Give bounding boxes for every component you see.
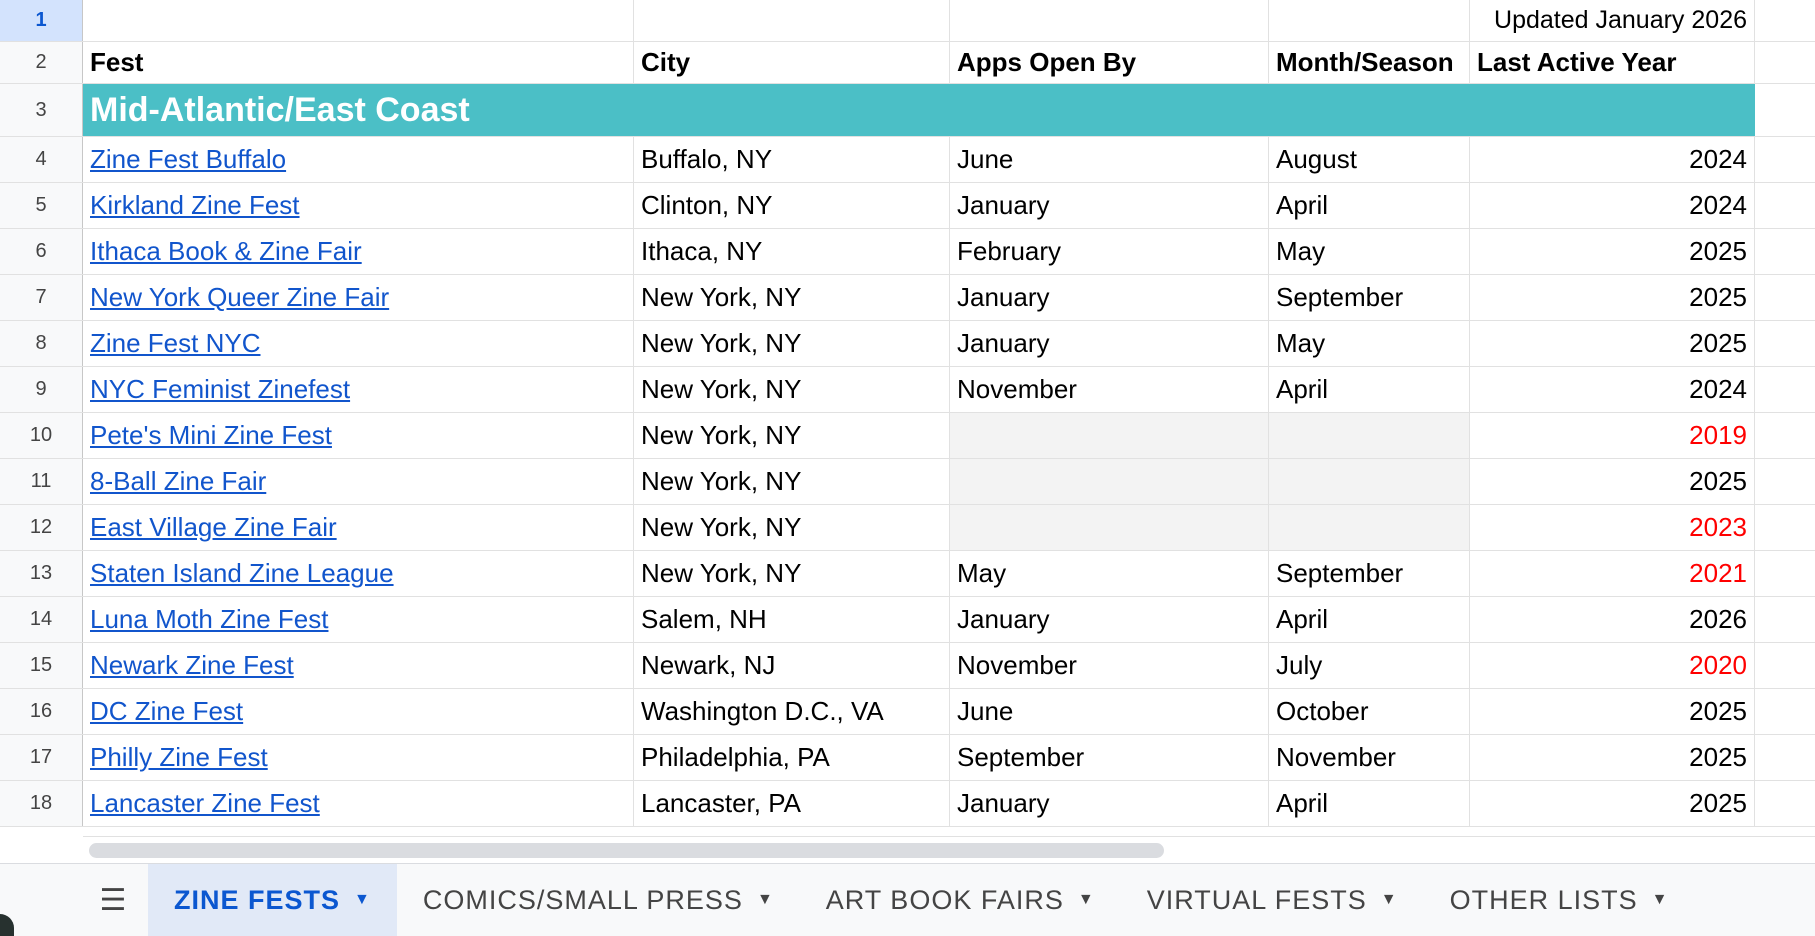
cell[interactable]	[1755, 459, 1815, 504]
table-row	[0, 413, 1815, 459]
apps-open-cell[interactable]: January	[950, 781, 1269, 826]
apps-open-cell[interactable]: May	[950, 551, 1269, 596]
sheet-tab[interactable]	[1121, 864, 1424, 936]
sheet-tab[interactable]	[1424, 864, 1695, 936]
cell[interactable]	[1755, 0, 1815, 41]
last-active-year-cell[interactable]: 2025	[1470, 689, 1755, 734]
last-active-year-cell[interactable]: 2025	[1470, 229, 1755, 274]
city-cell[interactable]: New York, NY	[634, 459, 950, 504]
fest-cell[interactable]	[83, 275, 634, 320]
sheet-tab-label: OTHER LISTS	[1449, 884, 1638, 915]
row-number[interactable]: 7	[0, 275, 83, 320]
fest-link[interactable]: Kirkland Zine Fest	[90, 190, 300, 220]
table-row	[0, 229, 1815, 275]
fest-cell[interactable]	[83, 413, 634, 458]
row-number[interactable]: 18	[0, 781, 83, 826]
month-cell[interactable]	[1269, 413, 1470, 458]
cell[interactable]	[1755, 597, 1815, 642]
row-number[interactable]: 11	[0, 459, 83, 504]
data-rows	[0, 137, 1815, 827]
fest-cell[interactable]	[83, 367, 634, 412]
cell[interactable]	[1755, 275, 1815, 320]
dropdown-caret-icon[interactable]: ▼	[1077, 891, 1095, 908]
apps-open-cell[interactable]: November	[950, 367, 1269, 412]
apps-open-cell[interactable]	[950, 459, 1269, 504]
cell[interactable]	[1755, 367, 1815, 412]
header-row	[0, 42, 1815, 84]
city-cell[interactable]: Salem, NH	[634, 597, 950, 642]
row-number[interactable]: 5	[0, 183, 83, 228]
row-number[interactable]: 15	[0, 643, 83, 688]
sheet-tab-label: ZINE FESTS	[174, 884, 341, 915]
fest-link[interactable]: Zine Fest NYC	[90, 328, 261, 358]
cell[interactable]	[1755, 781, 1815, 826]
cell[interactable]	[1755, 643, 1815, 688]
cell[interactable]	[1755, 551, 1815, 596]
scrollbar-thumb[interactable]	[89, 843, 1164, 858]
fest-cell[interactable]	[83, 689, 634, 734]
section-row	[0, 84, 1815, 137]
last-active-year-cell[interactable]: 2023	[1470, 505, 1755, 550]
row-number[interactable]: 4	[0, 137, 83, 182]
city-cell[interactable]: Ithaca, NY	[634, 229, 950, 274]
fest-link[interactable]: Ithaca Book & Zine Fair	[90, 236, 362, 266]
fest-cell[interactable]	[83, 321, 634, 366]
fest-link[interactable]: Zine Fest Buffalo	[90, 144, 287, 174]
fest-cell[interactable]	[83, 137, 634, 182]
city-cell[interactable]: New York, NY	[634, 551, 950, 596]
last-active-year-cell[interactable]: 2020	[1470, 643, 1755, 688]
window-corner	[0, 914, 14, 936]
city-cell[interactable]: New York, NY	[634, 505, 950, 550]
cell[interactable]	[1755, 321, 1815, 366]
cell[interactable]	[1755, 137, 1815, 182]
row-number[interactable]: 9	[0, 367, 83, 412]
table-row	[0, 321, 1815, 367]
dropdown-caret-icon[interactable]: ▼	[1380, 891, 1398, 908]
fest-cell[interactable]	[83, 597, 634, 642]
dropdown-caret-icon[interactable]: ▼	[756, 891, 774, 908]
cell[interactable]	[1755, 689, 1815, 734]
fest-link[interactable]: DC Zine Fest	[90, 696, 244, 726]
sheet-row	[0, 0, 1815, 42]
city-cell[interactable]: Buffalo, NY	[634, 137, 950, 182]
month-cell[interactable]: April	[1269, 781, 1470, 826]
month-cell[interactable]: May	[1269, 321, 1470, 366]
apps-open-cell[interactable]: February	[950, 229, 1269, 274]
apps-open-cell[interactable]: January	[950, 597, 1269, 642]
month-cell[interactable]: October	[1269, 689, 1470, 734]
cell[interactable]	[1755, 84, 1815, 136]
last-active-year-cell[interactable]: 2026	[1470, 597, 1755, 642]
fest-link[interactable]: Pete's Mini Zine Fest	[90, 420, 332, 450]
sheet-tab[interactable]	[800, 864, 1121, 936]
cell[interactable]	[1755, 183, 1815, 228]
fest-link[interactable]: NYC Feminist Zinefest	[90, 374, 351, 404]
month-cell[interactable]: May	[1269, 229, 1470, 274]
cell[interactable]	[1269, 0, 1470, 41]
fest-link[interactable]: Newark Zine Fest	[90, 650, 294, 680]
table-row	[0, 505, 1815, 551]
header-fest[interactable]: Fest	[83, 42, 634, 83]
fest-cell[interactable]	[83, 229, 634, 274]
cell[interactable]	[1755, 42, 1815, 83]
city-cell[interactable]: New York, NY	[634, 275, 950, 320]
last-active-year-cell[interactable]: 2025	[1470, 735, 1755, 780]
last-active-year-cell[interactable]: 2025	[1470, 275, 1755, 320]
fest-link[interactable]: Staten Island Zine League	[90, 558, 394, 588]
fest-cell[interactable]	[83, 459, 634, 504]
apps-open-cell[interactable]: November	[950, 643, 1269, 688]
apps-open-cell[interactable]: June	[950, 689, 1269, 734]
header-city[interactable]: City	[634, 42, 950, 83]
month-cell[interactable]: April	[1269, 597, 1470, 642]
cell[interactable]	[1269, 84, 1470, 136]
table-row	[0, 137, 1815, 183]
apps-open-cell[interactable]	[950, 505, 1269, 550]
fest-link[interactable]: Lancaster Zine Fest	[90, 788, 320, 818]
city-cell[interactable]: Newark, NJ	[634, 643, 950, 688]
row-number[interactable]: 10	[0, 413, 83, 458]
row-number[interactable]: 12	[0, 505, 83, 550]
fest-cell[interactable]	[83, 643, 634, 688]
cell[interactable]	[634, 0, 950, 41]
sheet-tab[interactable]	[397, 864, 800, 936]
cell[interactable]	[1755, 735, 1815, 780]
cell[interactable]	[1755, 505, 1815, 550]
table-row	[0, 367, 1815, 413]
fest-cell[interactable]	[83, 735, 634, 780]
month-cell[interactable]: April	[1269, 367, 1470, 412]
fest-link[interactable]: New York Queer Zine Fair	[90, 282, 390, 312]
last-active-year-cell[interactable]: 2024	[1470, 367, 1755, 412]
table-row	[0, 275, 1815, 321]
last-active-year-cell[interactable]: 2025	[1470, 321, 1755, 366]
table-row	[0, 551, 1815, 597]
city-cell[interactable]: Clinton, NY	[634, 183, 950, 228]
row-number[interactable]: 8	[0, 321, 83, 366]
table-row	[0, 643, 1815, 689]
header-apps-open-by[interactable]: Apps Open By	[950, 42, 1269, 83]
sheet-tabs	[148, 864, 1694, 936]
fest-cell[interactable]	[83, 551, 634, 596]
last-active-year-cell[interactable]: 2021	[1470, 551, 1755, 596]
city-cell[interactable]: New York, NY	[634, 367, 950, 412]
table-row	[0, 459, 1815, 505]
table-row	[0, 183, 1815, 229]
fest-link[interactable]: 8-Ball Zine Fair	[90, 466, 267, 496]
cell[interactable]	[1755, 229, 1815, 274]
dropdown-caret-icon[interactable]: ▼	[354, 891, 371, 908]
last-active-year-cell[interactable]: 2025	[1470, 459, 1755, 504]
cell[interactable]	[950, 0, 1269, 41]
fest-link[interactable]: Philly Zine Fest	[90, 742, 268, 772]
row-number[interactable]: 14	[0, 597, 83, 642]
header-last-active-year[interactable]: Last Active Year	[1470, 42, 1755, 83]
table-row	[0, 781, 1815, 827]
apps-open-cell[interactable]: June	[950, 137, 1269, 182]
sheet-tab[interactable]	[148, 864, 397, 936]
month-cell[interactable]: November	[1269, 735, 1470, 780]
row-number[interactable]: 1	[0, 0, 83, 41]
dropdown-caret-icon[interactable]: ▼	[1651, 891, 1669, 908]
city-cell[interactable]: Lancaster, PA	[634, 781, 950, 826]
hamburger-menu-icon[interactable]: ☰	[99, 883, 127, 917]
sheet-tab-label: COMICS/SMALL PRESS	[422, 884, 743, 915]
sheet-tab-bar	[0, 863, 1815, 936]
cell[interactable]	[950, 84, 1269, 136]
fest-link[interactable]: East Village Zine Fair	[90, 512, 337, 542]
row-number[interactable]: 17	[0, 735, 83, 780]
fest-link[interactable]: Luna Moth Zine Fest	[90, 604, 329, 634]
city-cell[interactable]: Washington D.C., VA	[634, 689, 950, 734]
apps-open-cell[interactable]	[950, 413, 1269, 458]
cell[interactable]	[634, 84, 950, 136]
header-month-season[interactable]: Month/Season	[1269, 42, 1470, 83]
fest-cell[interactable]	[83, 781, 634, 826]
row-number[interactable]: 2	[0, 42, 83, 83]
table-row	[0, 735, 1815, 781]
cell[interactable]	[83, 0, 634, 41]
last-active-year-cell[interactable]: 2024	[1470, 137, 1755, 182]
horizontal-scrollbar[interactable]	[83, 836, 1815, 863]
table-row	[0, 689, 1815, 735]
month-cell[interactable]: July	[1269, 643, 1470, 688]
month-cell[interactable]	[1269, 505, 1470, 550]
month-cell[interactable]: September	[1269, 275, 1470, 320]
sheet-tab-label: ART BOOK FAIRS	[825, 884, 1064, 915]
cell[interactable]	[1755, 413, 1815, 458]
last-active-year-cell[interactable]: 2024	[1470, 183, 1755, 228]
row-number[interactable]: 16	[0, 689, 83, 734]
updated-note[interactable]: Updated January 2026	[1470, 0, 1755, 41]
city-cell[interactable]: New York, NY	[634, 321, 950, 366]
last-active-year-cell[interactable]: 2019	[1470, 413, 1755, 458]
row-number[interactable]: 3	[0, 84, 83, 136]
apps-open-cell[interactable]: January	[950, 183, 1269, 228]
month-cell[interactable]: September	[1269, 551, 1470, 596]
sheet-tab-label: VIRTUAL FESTS	[1146, 884, 1367, 915]
row-number[interactable]: 6	[0, 229, 83, 274]
month-cell[interactable]	[1269, 459, 1470, 504]
cell[interactable]	[1470, 84, 1755, 136]
fest-cell[interactable]	[83, 183, 634, 228]
month-cell[interactable]: April	[1269, 183, 1470, 228]
apps-open-cell[interactable]: September	[950, 735, 1269, 780]
apps-open-cell[interactable]: January	[950, 321, 1269, 366]
apps-open-cell[interactable]: January	[950, 275, 1269, 320]
month-cell[interactable]: August	[1269, 137, 1470, 182]
fest-cell[interactable]	[83, 505, 634, 550]
section-title[interactable]: Mid-Atlantic/East Coast	[83, 84, 634, 136]
city-cell[interactable]: New York, NY	[634, 413, 950, 458]
city-cell[interactable]: Philadelphia, PA	[634, 735, 950, 780]
table-row	[0, 597, 1815, 643]
last-active-year-cell[interactable]: 2025	[1470, 781, 1755, 826]
row-number[interactable]: 13	[0, 551, 83, 596]
